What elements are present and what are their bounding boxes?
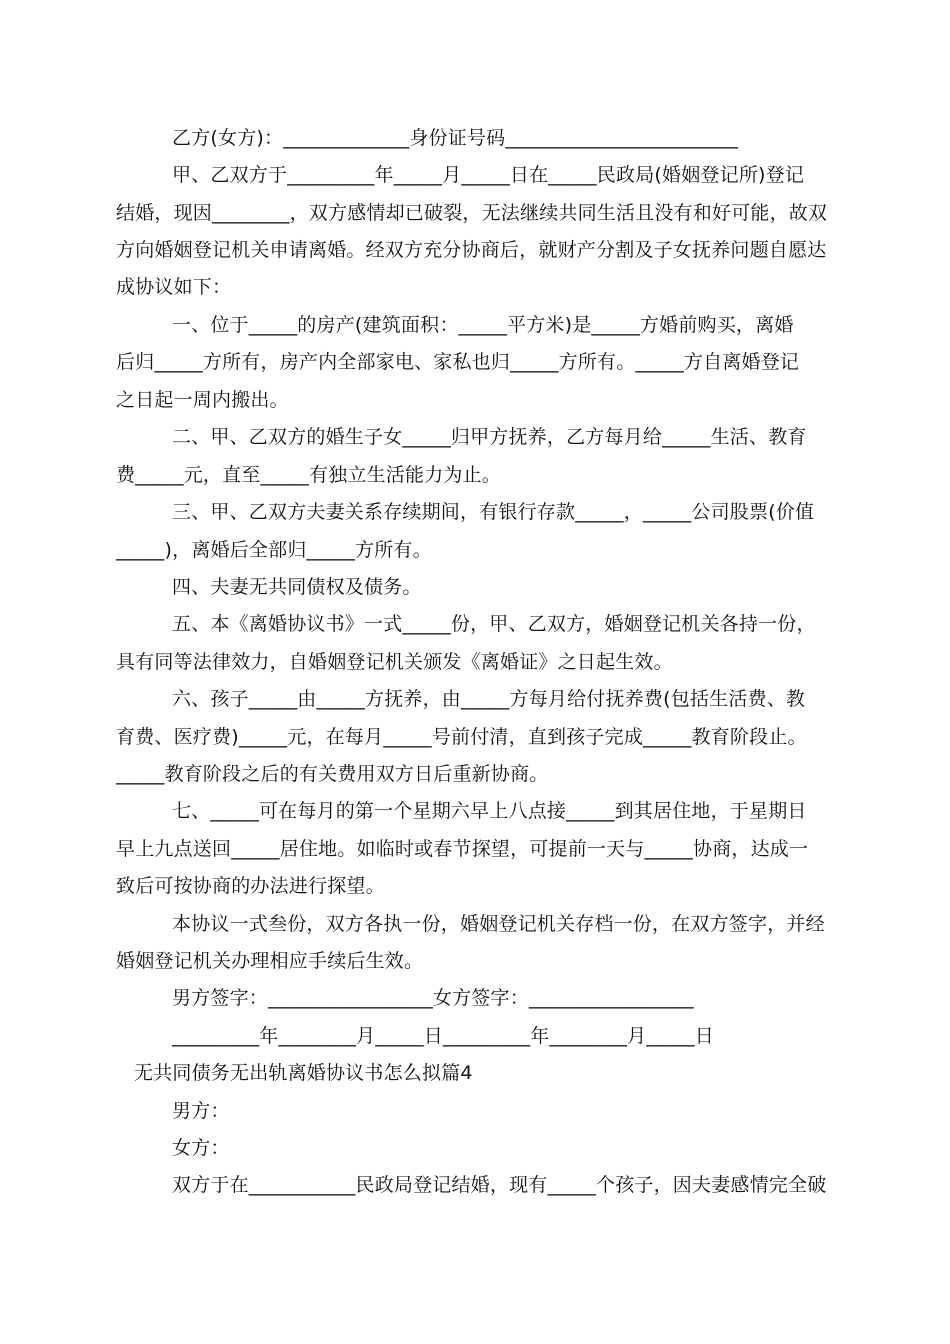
- clause-5-line: 五、本《离婚协议书》一式_____份，甲、乙双方，婚姻登记机关各持一份，: [172, 613, 816, 635]
- paragraph-line: 结婚，现因________，双方感情却已破裂，无法继续共同生活且没有和好可能，故双: [116, 202, 828, 224]
- paragraph-line: 成协议如下：: [116, 276, 232, 298]
- clause-7-line: 早上九点送回_____居住地。如临时或春节探望，可提前一天与_____协商，达成一: [116, 838, 809, 860]
- clause-4-line: 四、夫妻无共同债权及债务。: [172, 576, 422, 598]
- section-heading: 无共同债务无出轨离婚协议书怎么拟篇4: [134, 1062, 473, 1084]
- clause-1-line: 一、位于_____的房产(建筑面积：_____平方米)是_____方婚前购买，离婚: [172, 314, 794, 336]
- clause-5-line: 具有同等法律效力，自婚姻登记机关颁发《离婚证》之日起生效。: [116, 651, 673, 673]
- clause-2-line: 费_____元，直至_____有独立生活能力为止。: [116, 464, 502, 486]
- clause-2-line: 二、甲、乙双方的婚生子女_____归甲方抚养，乙方每月给_____生活、教育: [172, 426, 807, 448]
- effect-line: 本协议一式叁份，双方各执一份，婚姻登记机关存档一份，在双方签字，并经: [172, 913, 825, 935]
- clause-6-line: 育费、医疗费)_____元，在每月_____号前付清，直到孩子完成_____教育阶段止。: [116, 726, 807, 748]
- clause-1-line: 后归_____方所有，房产内全部家电、家私也归_____方所有。_____方自离婚登记: [116, 351, 800, 373]
- clause-7-line: 七、_____可在每月的第一个星期六早上八点接_____到其居住地，于星期日: [172, 800, 807, 822]
- clause-6-line: 六、孩子_____由_____方抚养，由_____方每月给付抚养费(包括生活费、教: [172, 688, 806, 710]
- signature-line: 男方签字：_________________女方签字：_________________: [172, 987, 694, 1009]
- clause-3-line: _____)，离婚后全部归_____方所有。: [116, 539, 432, 561]
- clause-1-line: 之日起一周内搬出。: [116, 389, 289, 411]
- effect-line: 婚姻登记机关办理相应手续后生效。: [116, 950, 424, 972]
- paragraph-line: 方向婚姻登记机关申请离婚。经双方充分协商后，就财产分割及子女抚养问题自愿达: [116, 239, 827, 261]
- paragraph-line: 双方于在___________民政局登记结婚，现有_____个孩子，因夫妻感情完全破: [172, 1174, 827, 1196]
- party-b-line: 乙方(女方)：_____________身份证号码________________________: [172, 127, 739, 149]
- clause-6-line: _____教育阶段之后的有关费用双方日后重新协商。: [116, 763, 549, 785]
- male-party-line: 男方：: [172, 1100, 230, 1122]
- date-line: _________年________月_____日_________年________月_____日: [172, 1025, 715, 1047]
- paragraph-line: 甲、乙双方于_________年_____月_____日在_____民政局(婚姻登记所)登记: [172, 164, 805, 186]
- clause-3-line: 三、甲、乙双方夫妻关系存续期间，有银行存款_____，_____公司股票(价值: [172, 501, 815, 523]
- female-party-line: 女方：: [172, 1137, 230, 1159]
- clause-7-line: 致后可按协商的办法进行探望。: [116, 875, 385, 897]
